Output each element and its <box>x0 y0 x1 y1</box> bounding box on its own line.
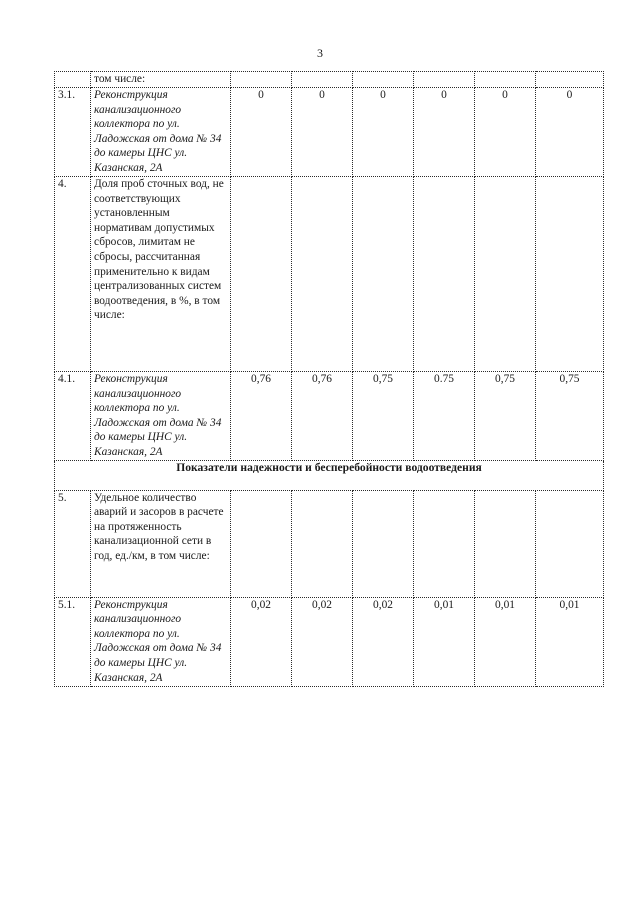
value-cell <box>231 490 292 597</box>
row-number: 5.1. <box>55 597 91 686</box>
table-row <box>55 88 604 177</box>
value-cell: 0 <box>536 88 604 177</box>
value-cell: 0,01 <box>475 597 536 686</box>
value-cell <box>536 490 604 597</box>
row-description: Удельное количество аварий и засоров в расчете на протяженность канализационной сети в год, ед./км, в том числе: <box>91 490 231 597</box>
value-cell: 0,75 <box>536 372 604 461</box>
row-description: Реконструкция канализационного коллектора по ул. Ладожская от дома № 34 до камеры ЦНС ул. Казанская, 2А <box>91 372 231 461</box>
table-row <box>55 372 604 461</box>
value-cell: 0.75 <box>414 372 475 461</box>
table-row <box>55 72 604 88</box>
row-description: том числе: <box>91 72 231 88</box>
value-cell: 0 <box>353 88 414 177</box>
value-cell <box>475 490 536 597</box>
table-row <box>55 597 604 686</box>
value-cell: 0,75 <box>353 372 414 461</box>
value-cell <box>414 177 475 372</box>
table-row <box>55 490 604 597</box>
value-cell: 0,01 <box>536 597 604 686</box>
value-cell <box>292 72 353 88</box>
value-cell: 0 <box>231 88 292 177</box>
value-cell: 0,01 <box>414 597 475 686</box>
value-cell: 0,75 <box>475 372 536 461</box>
value-cell: 0,02 <box>353 597 414 686</box>
value-cell <box>414 490 475 597</box>
value-cell: 0,76 <box>292 372 353 461</box>
value-cell <box>231 72 292 88</box>
table-row <box>55 177 604 372</box>
value-cell <box>536 72 604 88</box>
value-cell <box>353 490 414 597</box>
value-cell: 0,02 <box>292 597 353 686</box>
value-cell <box>292 177 353 372</box>
value-cell <box>475 177 536 372</box>
row-description: Реконструкция канализационного коллектора по ул. Ладожская от дома № 34 до камеры ЦНС ул. Казанская, 2А <box>91 88 231 177</box>
value-cell <box>536 177 604 372</box>
row-number <box>55 72 91 88</box>
row-description: Реконструкция канализационного коллектора по ул. Ладожская от дома № 34 до камеры ЦНС ул. Казанская, 2А <box>91 597 231 686</box>
value-cell <box>414 72 475 88</box>
value-cell: 0,76 <box>231 372 292 461</box>
indicators-table <box>54 71 604 687</box>
value-cell: 0 <box>414 88 475 177</box>
value-cell: 0,02 <box>231 597 292 686</box>
row-description: Доля проб сточных вод, не соответствующих установленным нормативам допустимых сбросов, лимитам не сбросы, рассчитанная применительно к видам централизованных систем водоотведения, в %, в том числе: <box>91 177 231 372</box>
value-cell <box>353 72 414 88</box>
row-number: 4. <box>55 177 91 372</box>
page-number: 3 <box>317 46 323 60</box>
value-cell <box>292 490 353 597</box>
row-number: 5. <box>55 490 91 597</box>
value-cell: 0 <box>292 88 353 177</box>
section-heading: Показатели надежности и бесперебойности водоотведения <box>55 460 604 490</box>
row-number: 4.1. <box>55 372 91 461</box>
row-number: 3.1. <box>55 88 91 177</box>
value-cell <box>353 177 414 372</box>
section-row <box>55 460 604 490</box>
value-cell <box>231 177 292 372</box>
value-cell: 0 <box>475 88 536 177</box>
value-cell <box>475 72 536 88</box>
